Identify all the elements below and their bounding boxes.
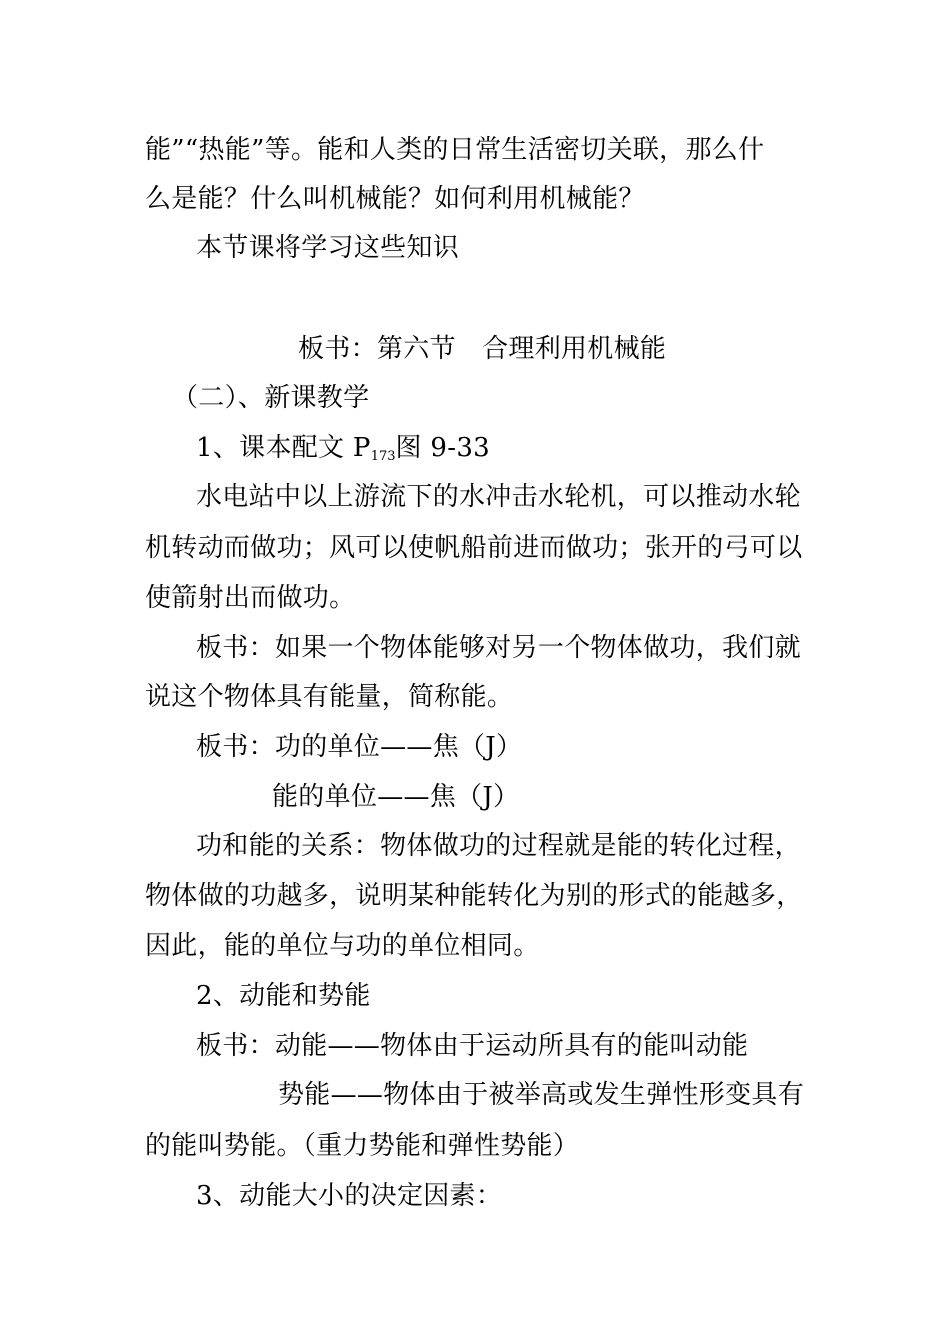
kinetic-energy-definition: 板书：动能——物体由于运动所具有的能叫动能: [196, 1031, 749, 1061]
item-1-suffix: 图 9-33: [395, 433, 491, 463]
paragraph-1-line-1: 水电站中以上游流下的水冲击水轮机，可以推动水轮: [196, 482, 801, 512]
intro-line-1: 能”“热能”等。能和人类的日常生活密切关联，那么什: [145, 135, 765, 165]
paragraph-2-line-2: 说这个物体具有能量，简称能。: [145, 682, 514, 712]
item-2-title: 2、动能和势能: [196, 981, 371, 1011]
unit-of-work-line: 板书：功的单位——焦（J）: [196, 732, 523, 762]
item-3-title: 3、动能大小的决定因素：: [196, 1181, 503, 1211]
paragraph-3-line-3: 因此，能的单位与功的单位相同。: [145, 931, 540, 961]
potential-energy-line-2: 的能叫势能。（重力势能和弹性势能）: [145, 1131, 580, 1161]
section-two-title: （二）、新课教学: [172, 383, 370, 413]
paragraph-2-line-1: 板书：如果一个物体能够对另一个物体做功，我们就: [196, 633, 801, 663]
intro-line-2: 么是能？什么叫机械能？如何利用机械能？: [145, 184, 645, 214]
unit-of-energy-line: 能的单位——焦（J）: [272, 782, 520, 812]
paragraph-1-line-2: 机转动而做功；风可以使帆船前进而做功；张开的弓可以: [145, 533, 803, 563]
page-number-subscript: 173: [370, 449, 396, 464]
section-heading: 板书：第六节 合理利用机械能: [298, 334, 667, 364]
item-1-line: [196, 432, 490, 473]
paragraph-3-line-2: 物体做的功越多，说明某种能转化为别的形式的能越多，: [145, 881, 803, 911]
paragraph-1-line-3: 使箭射出而做功。: [145, 583, 356, 613]
item-1-prefix: 1、课本配文 P: [196, 433, 371, 463]
intro-line-3: 本节课将学习这些知识: [196, 233, 460, 263]
potential-energy-line-1: 势能——物体由于被举高或发生弹性形变具有: [278, 1080, 805, 1110]
paragraph-3-line-1: 功和能的关系：物体做功的过程就是能的转化过程，: [196, 831, 801, 861]
